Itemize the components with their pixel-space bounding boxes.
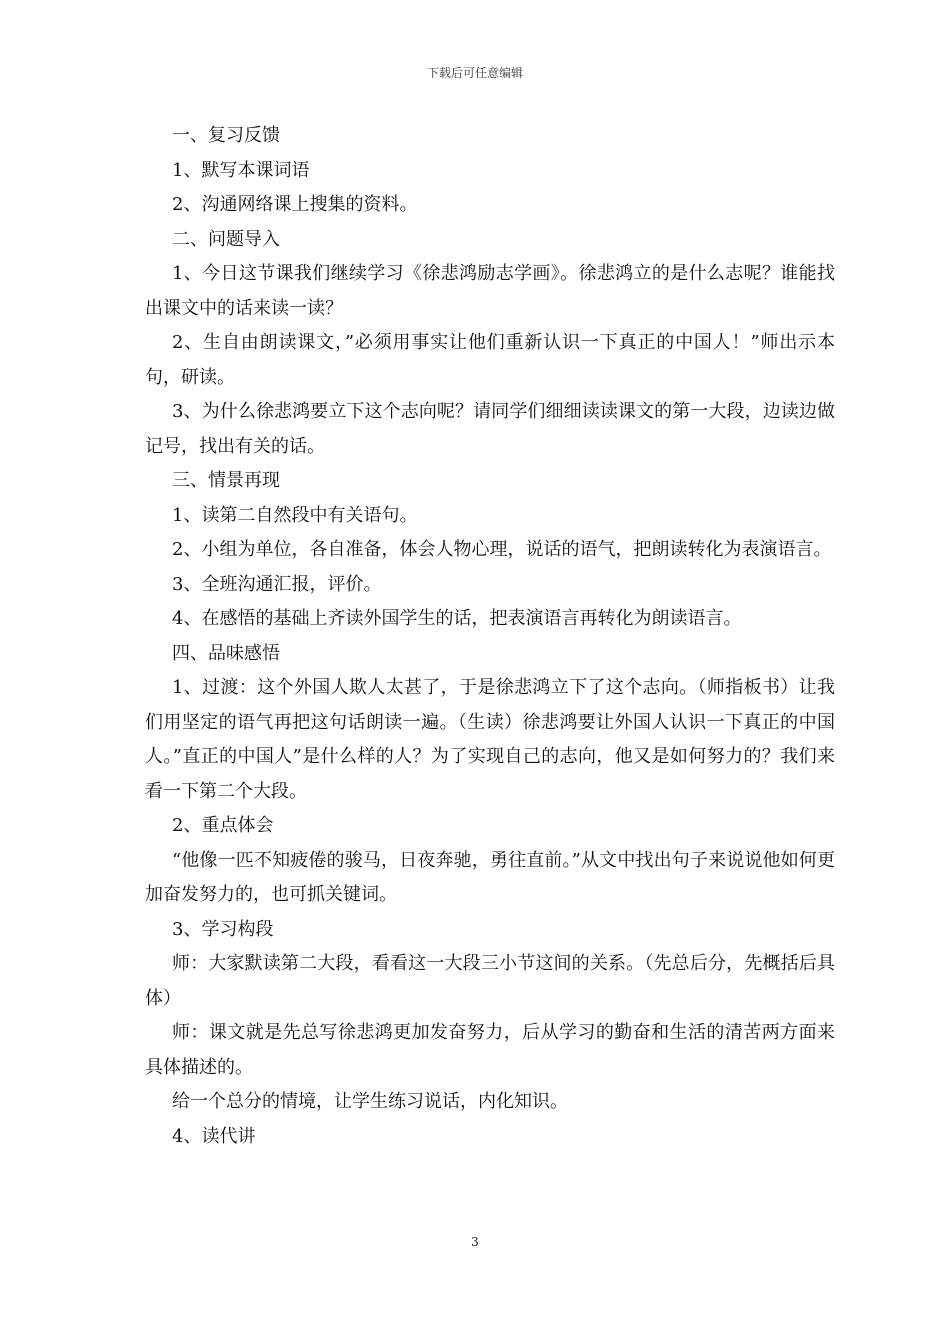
- heading-appreciation: 四、品味感悟: [172, 642, 280, 664]
- paragraph: 2、生自由朗读课文，”必须用事实让他们重新认识一下真正的中国人！”师出示本句，研读。: [145, 332, 835, 388]
- paragraph: 1、读第二自然段中有关语句。: [172, 504, 418, 526]
- paragraph: 4、读代讲: [172, 1125, 256, 1147]
- paragraph: “他像一匹不知疲倦的骏马，日夜奔驰，勇往直前。”从文中找出句子来说说他如何更加奋发努力的，也可抓关键词。: [145, 849, 835, 905]
- paragraph: 1、过渡：这个外国人欺人太甚了，于是徐悲鸿立下了这个志向。（师指板书）让我们用坚定的语气再把这句话朗读一遍。（生读）徐悲鸿要让外国人认识一下真正的中国人。”直正的中国人”是什么样的人？为了实现自己的志向，他又是如何努力的？我们来看一下第二个大段。: [145, 677, 835, 802]
- paragraph: 2、小组为单位，各自准备，体会人物心理，说话的语气，把朗读转化为表演语言。: [172, 539, 832, 560]
- document-body: [145, 119, 835, 1154]
- heading-scene: 三、情景再现: [172, 470, 280, 491]
- paragraph: 4、在感悟的基础上齐读外国学生的话，把表演语言再转化为朗读语言。: [172, 608, 742, 629]
- paragraph: 2、沟通网络课上搜集的资料。: [172, 194, 418, 215]
- page-number: 3: [471, 1235, 479, 1249]
- paragraph: 师：大家默读第二大段，看看这一大段三小节这间的关系。（先总后分，先概括后具体）: [145, 953, 835, 1009]
- paragraph: 2、重点体会: [172, 815, 274, 836]
- paragraph: 1、默写本课词语: [172, 159, 310, 181]
- paragraph: 3、学习构段: [172, 918, 274, 940]
- paragraph: 给一个总分的情境，让学生练习说话，内化知识。: [172, 1091, 568, 1112]
- heading-review: 一、复习反馈: [172, 125, 280, 146]
- heading-introduction: 二、问题导入: [172, 228, 280, 250]
- paragraph: 1、今日这节课我们继续学习《徐悲鸿励志学画》。徐悲鸿立的是什么志呢？谁能找出课文中的话来读一读？: [145, 263, 835, 319]
- paragraph: 3、全班沟通汇报，评价。: [172, 573, 382, 595]
- page-header: 下载后可任意编辑: [426, 66, 523, 80]
- paragraph: 3、为什么徐悲鸿要立下这个志向呢？请同学们细细读读课文的第一大段，边读边做记号，找出有关的话。: [145, 401, 835, 457]
- paragraph: 师：课文就是先总写徐悲鸿更加发奋努力，后从学习的勤奋和生活的清苦两方面来具体描述的。: [145, 1022, 835, 1078]
